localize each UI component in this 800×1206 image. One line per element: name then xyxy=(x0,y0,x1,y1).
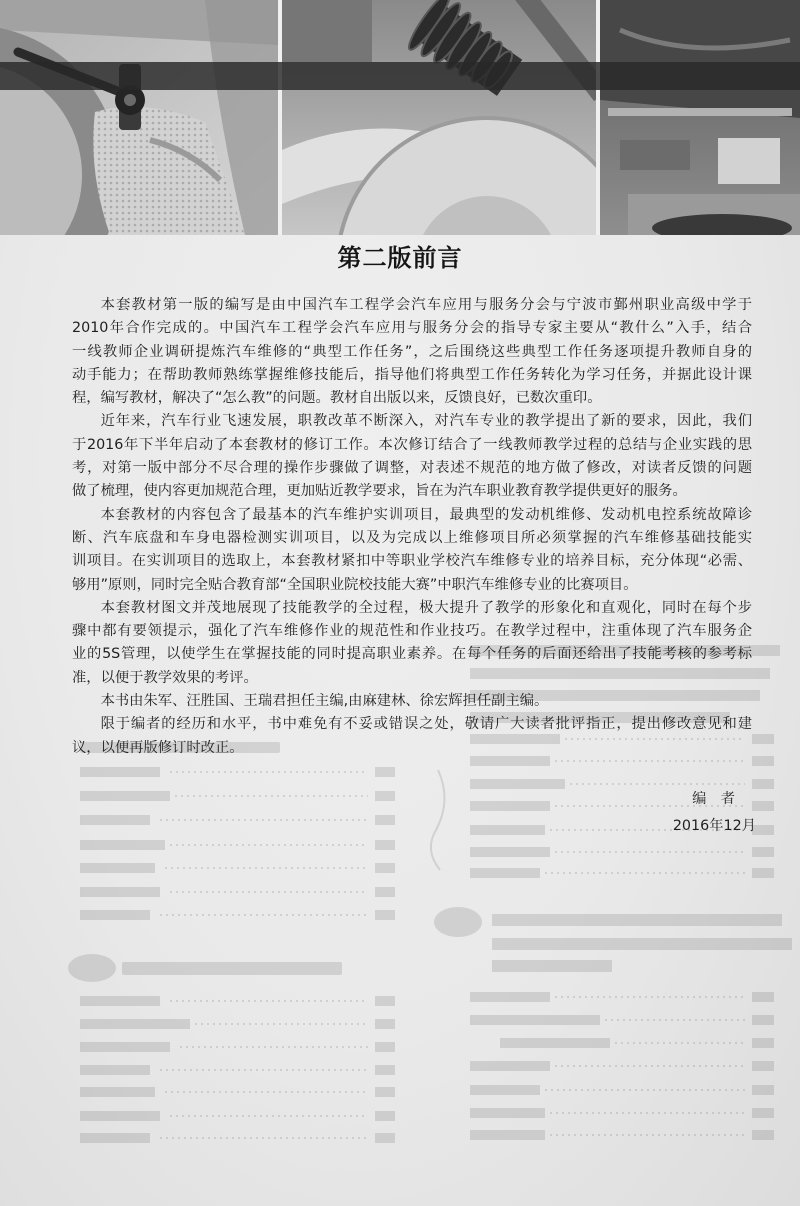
text-line: 本套教材第一版的编写是由中国汽车工程学会汽车应用与服务分会与宁波市鄞州职业高级中学于 xyxy=(100,297,752,313)
banner-photo-strip xyxy=(0,0,800,235)
text-line: 本套教材图文并茂地展现了技能教学的全过程，极大提升了教学的形象化和直观化，同时在每个步 xyxy=(100,599,752,616)
text-line: 训项目。在实训项目的选取上，本套教材紧扣中等职业学校汽车维修专业的培养目标，充分体现“必需、 xyxy=(72,553,752,570)
text-line: 本套教材的内容包含了最基本的汽车维护实训项目，最典型的发动机维修、发动机电控系统故障诊 xyxy=(100,506,752,523)
text-line: 考，对第一版中部分不尽合理的操作步骤做了调整，对表述不规范的地方做了修改，对读者反馈的问题 xyxy=(72,460,752,477)
text-line: 限于编者的经历和水平，书中难免有不妥或错误之处，敬请广大读者批评指正，提出修改意见和建 xyxy=(100,716,752,733)
text-line: 业的5S管理，以使学生在掌握技能的同时提高职业素养。在每个任务的后面还给出了技能考核的参考标 xyxy=(72,646,752,663)
text-line: 于2016年下半年启动了本套教材的修订工作。本次修订结合了一线教师教学过程的总结与企业实践的思 xyxy=(72,436,752,453)
text-line: 2010年合作完成的。中国汽车工程学会汽车应用与服务分会的指导专家主要从“教什么”入手，结合 xyxy=(72,320,752,337)
text-line: 准，以便于教学效果的考评。 xyxy=(72,669,258,686)
text-line: 骤中都有要领提示，强化了汽车维修作业的规范性和作业技巧。在教学过程中，注重体现了汽车服务企 xyxy=(72,623,752,640)
preface-paragraph-2 xyxy=(72,410,752,503)
text-line: 够用”原则，同时完全贴合教育部“全国职业院校技能大赛”中职汽车维修专业的比赛项目。 xyxy=(72,576,638,593)
text-line: 动手能力；在帮助教师熟练掌握维修技能后，指导他们将典型工作任务转化为学习任务，并据此设计课 xyxy=(72,366,752,383)
text-line: 做了梳理，使内容更加规范合理，更加贴近教学要求，旨在为汽车职业教育教学提供更好的服务。 xyxy=(72,483,687,500)
banner-photo-underbody xyxy=(600,0,800,235)
text-line: 程，编写教材，解决了“怎么教”的问题。教材自出版以来，反馈良好，已数次重印。 xyxy=(72,390,602,407)
preface-paragraph-4 xyxy=(72,597,752,690)
signature-date: 2016年12月 xyxy=(672,818,756,834)
signature-author: 编 者 xyxy=(692,791,735,807)
banner-photo-suspension-bolt xyxy=(0,0,278,235)
preface-body xyxy=(72,294,752,760)
text-line: 议，以便再版修订时改正。 xyxy=(72,739,244,756)
preface-paragraph-5 xyxy=(72,690,752,713)
text-line: 一线教师企业调研提炼汽车维修的“典型工作任务”，之后围绕这些典型工作任务逐项提升教师自身的 xyxy=(72,343,752,360)
banner-dark-band xyxy=(0,62,800,90)
text-line: 断、汽车底盘和车身电器检测实训项目，以及为完成以上维修项目所必须掌握的汽车维修基础技能实 xyxy=(72,529,752,546)
preface-paragraph-1 xyxy=(72,294,752,410)
preface-paragraph-3 xyxy=(72,504,752,597)
text-line: 近年来，汽车行业飞速发展，职教改革不断深入，对汽车专业的教学提出了新的要求，因此，我们 xyxy=(100,413,752,430)
banner-photo-cv-joint-brake-disc xyxy=(282,0,596,235)
preface-paragraph-6 xyxy=(72,713,752,760)
text-line: 本书由朱军、汪胜国、王瑞君担任主编,由麻建林、徐宏辉担任副主编。 xyxy=(100,693,549,710)
page-title: 第二版前言 xyxy=(337,244,463,272)
